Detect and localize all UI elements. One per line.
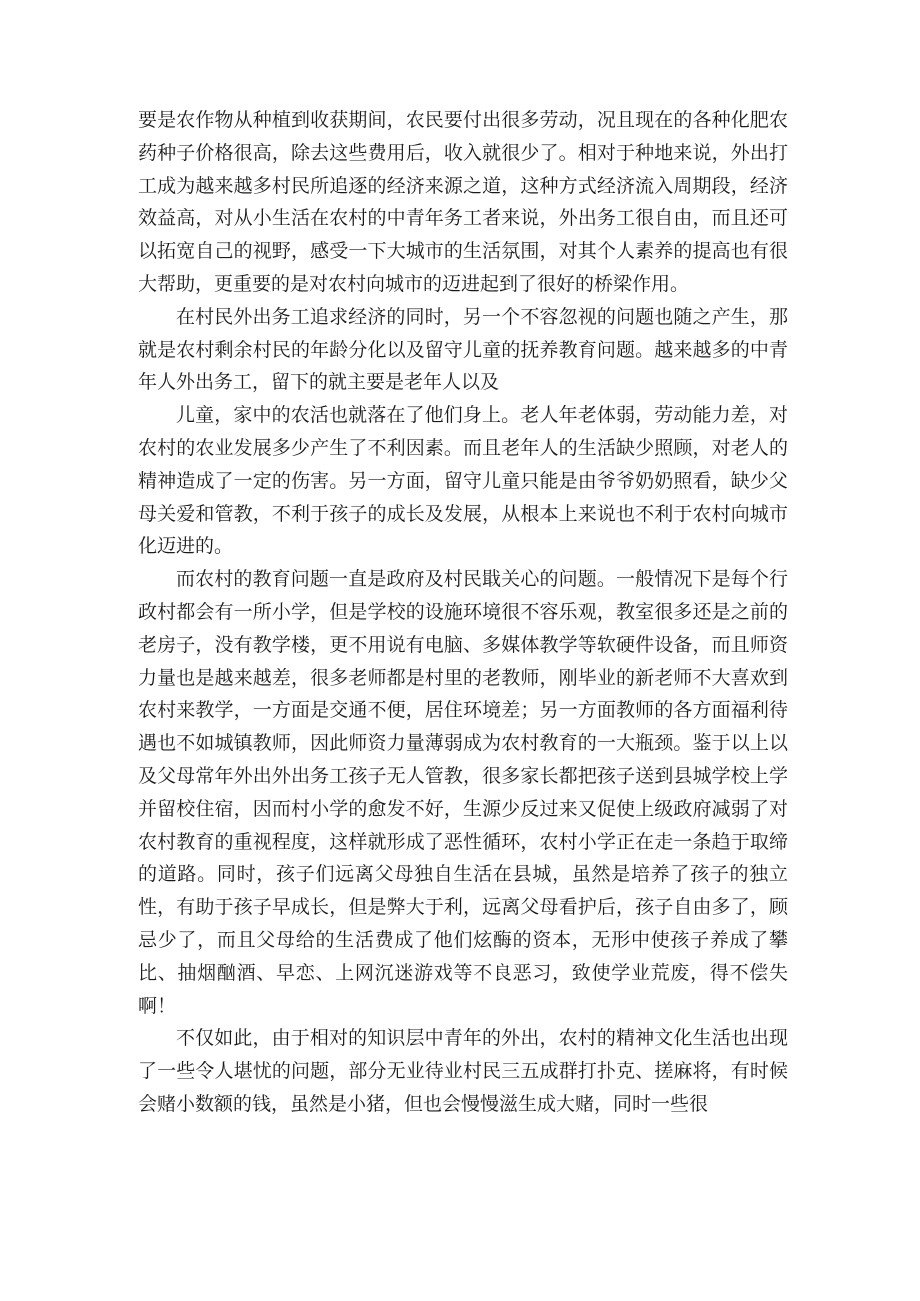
document-body xyxy=(138,104,788,1121)
paragraph-2: 在村民外出务工追求经济的同时，另一个不容忽视的问题也随之产生，那就是农村剩余村民的年龄分化以及留守儿童的抚养教育问题。越来越多的中青年人外出务工，留下的就主要是老年人以及 xyxy=(138,305,788,394)
paragraph-1: 要是农作物从种植到收获期间，农民要付出很多劳动，况且现在的各种化肥农药种子价格很高，除去这些费用后，收入就很少了。相对于种地来说，外出打工成为越来越多村民所追逐的经济来源之道，这种方式经济流入周期段，经济效益高，对从小生活在农村的中青年务工者来说，外出务工很自由，而且还可以拓宽自己的视野，感受一下大城市的生活氛围，对其个人素养的提高也有很大帮助，更重要的是对农村向城市的迈进起到了很好的桥梁作用。 xyxy=(138,109,788,295)
paragraph-3: 儿童，家中的农活也就落在了他们身上。老人年老体弱，劳动能力差，对农村的农业发展多少产生了不利因素。而且老年人的生活缺少照顾，对老人的精神造成了一定的伤害。另一方面，留守儿童只能是由爷爷奶奶照看，缺少父母关爱和管教，不利于孩子的成长及发展，从根本上来说也不利于农村向城市化迈进的。 xyxy=(138,404,788,558)
paragraph-4: 而农村的教育问题一直是政府及村民戢关心的问题。一般情况下是每个行政村都会有一所小学，但是学校的设施环境很不容乐观，教室很多还是之前的老房子，没有教学楼，更不用说有电脑、多媒体教学等软硬件设备，而且师资力量也是越来越差，很多老师都是村里的老教师，刚毕业的新老师不大喜欢到农村来教学，一方面是交通不便，居住环境差；另一方面教师的各方面福利待遇也不如城镇教师，因此师资力量薄弱成为农村敎育的一大瓶颈。鉴于以上以及父母常年外出外出务工孩子无人管教，很多家长都把孩子送到县城学校上学并留校住宿，因而村小学的愈发不好，生源少反过来又促使上级政府减弱了对农村教育的重视程度，这样就形成了恶性循环，农村小学正在走一条趋于取缔的道路。同时，孩子们远离父母独自生活在县城，虽然是培养了孩子的独立性，有助于孩子早成长，但是弊大于利，远离父母看护后，孩子自由多了，顾忌少了，而且父母给的生活费成了他们炫酶的资本，无形中使孩子养成了攀比、抽烟酗酒、早恋、上网沉迷游戏等不良恶习，致使学业荒废，得不偿失啊！ xyxy=(138,568,788,1017)
paragraph-5: 不仅如此，由于相对的知识层中青年的外出，农村的精神文化生活也出现了一些令人堪忧的问题，部分无业待业村民三五成群打扑克、搓麻将，有时候会赌小数额的钱，虽然是小猪，但也会慢慢滋生成大赌，同时一些很 xyxy=(138,1027,788,1115)
